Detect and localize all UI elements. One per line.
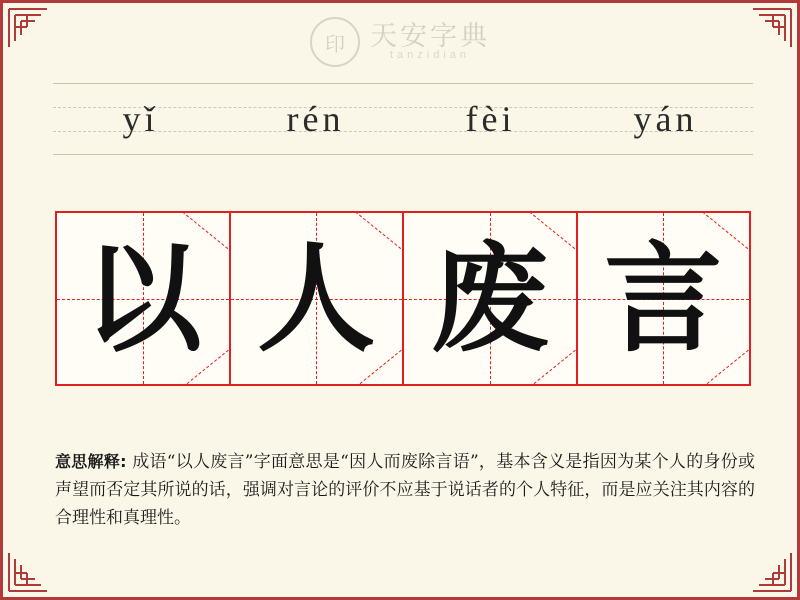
character-cell	[231, 213, 405, 384]
corner-ornament-top-left	[5, 5, 51, 51]
explanation-block	[55, 448, 755, 532]
character-grid	[55, 211, 751, 386]
character-glyph: 人	[257, 228, 376, 368]
corner-ornament-bottom-right	[749, 549, 795, 595]
character-cell	[578, 213, 750, 384]
corner-ornament-bottom-left	[5, 549, 51, 595]
explanation-label: 意思解释:	[55, 452, 127, 471]
explanation-text: 成语“以人废言”字面意思是“因人而废除言语”，基本含义是指因为某个人的身份或声望而否定其所说的话，强调对言论的评价不应基于说话者的个人特征，而是应关注其内容的合理性和真理性。	[55, 452, 756, 529]
seal-icon: 印	[310, 17, 360, 67]
watermark-logo	[310, 17, 490, 67]
corner-ornament-top-right	[749, 5, 795, 51]
character-glyph: 以	[83, 228, 202, 368]
character-glyph: 言	[604, 228, 723, 368]
pinyin-staff	[53, 83, 753, 155]
character-glyph: 废	[430, 228, 549, 368]
pinyin-syllable: yán	[633, 99, 698, 139]
watermark-title: 天安字典	[370, 21, 490, 52]
watermark-subtitle: tanzidian	[389, 49, 471, 62]
pinyin-row	[53, 83, 753, 155]
pinyin-syllable: fèi	[465, 99, 516, 139]
pinyin-syllable: rén	[286, 99, 345, 139]
pinyin-syllable: yǐ	[122, 99, 159, 139]
watermark-text	[370, 22, 490, 62]
character-cell	[404, 213, 578, 384]
character-cell	[57, 213, 231, 384]
